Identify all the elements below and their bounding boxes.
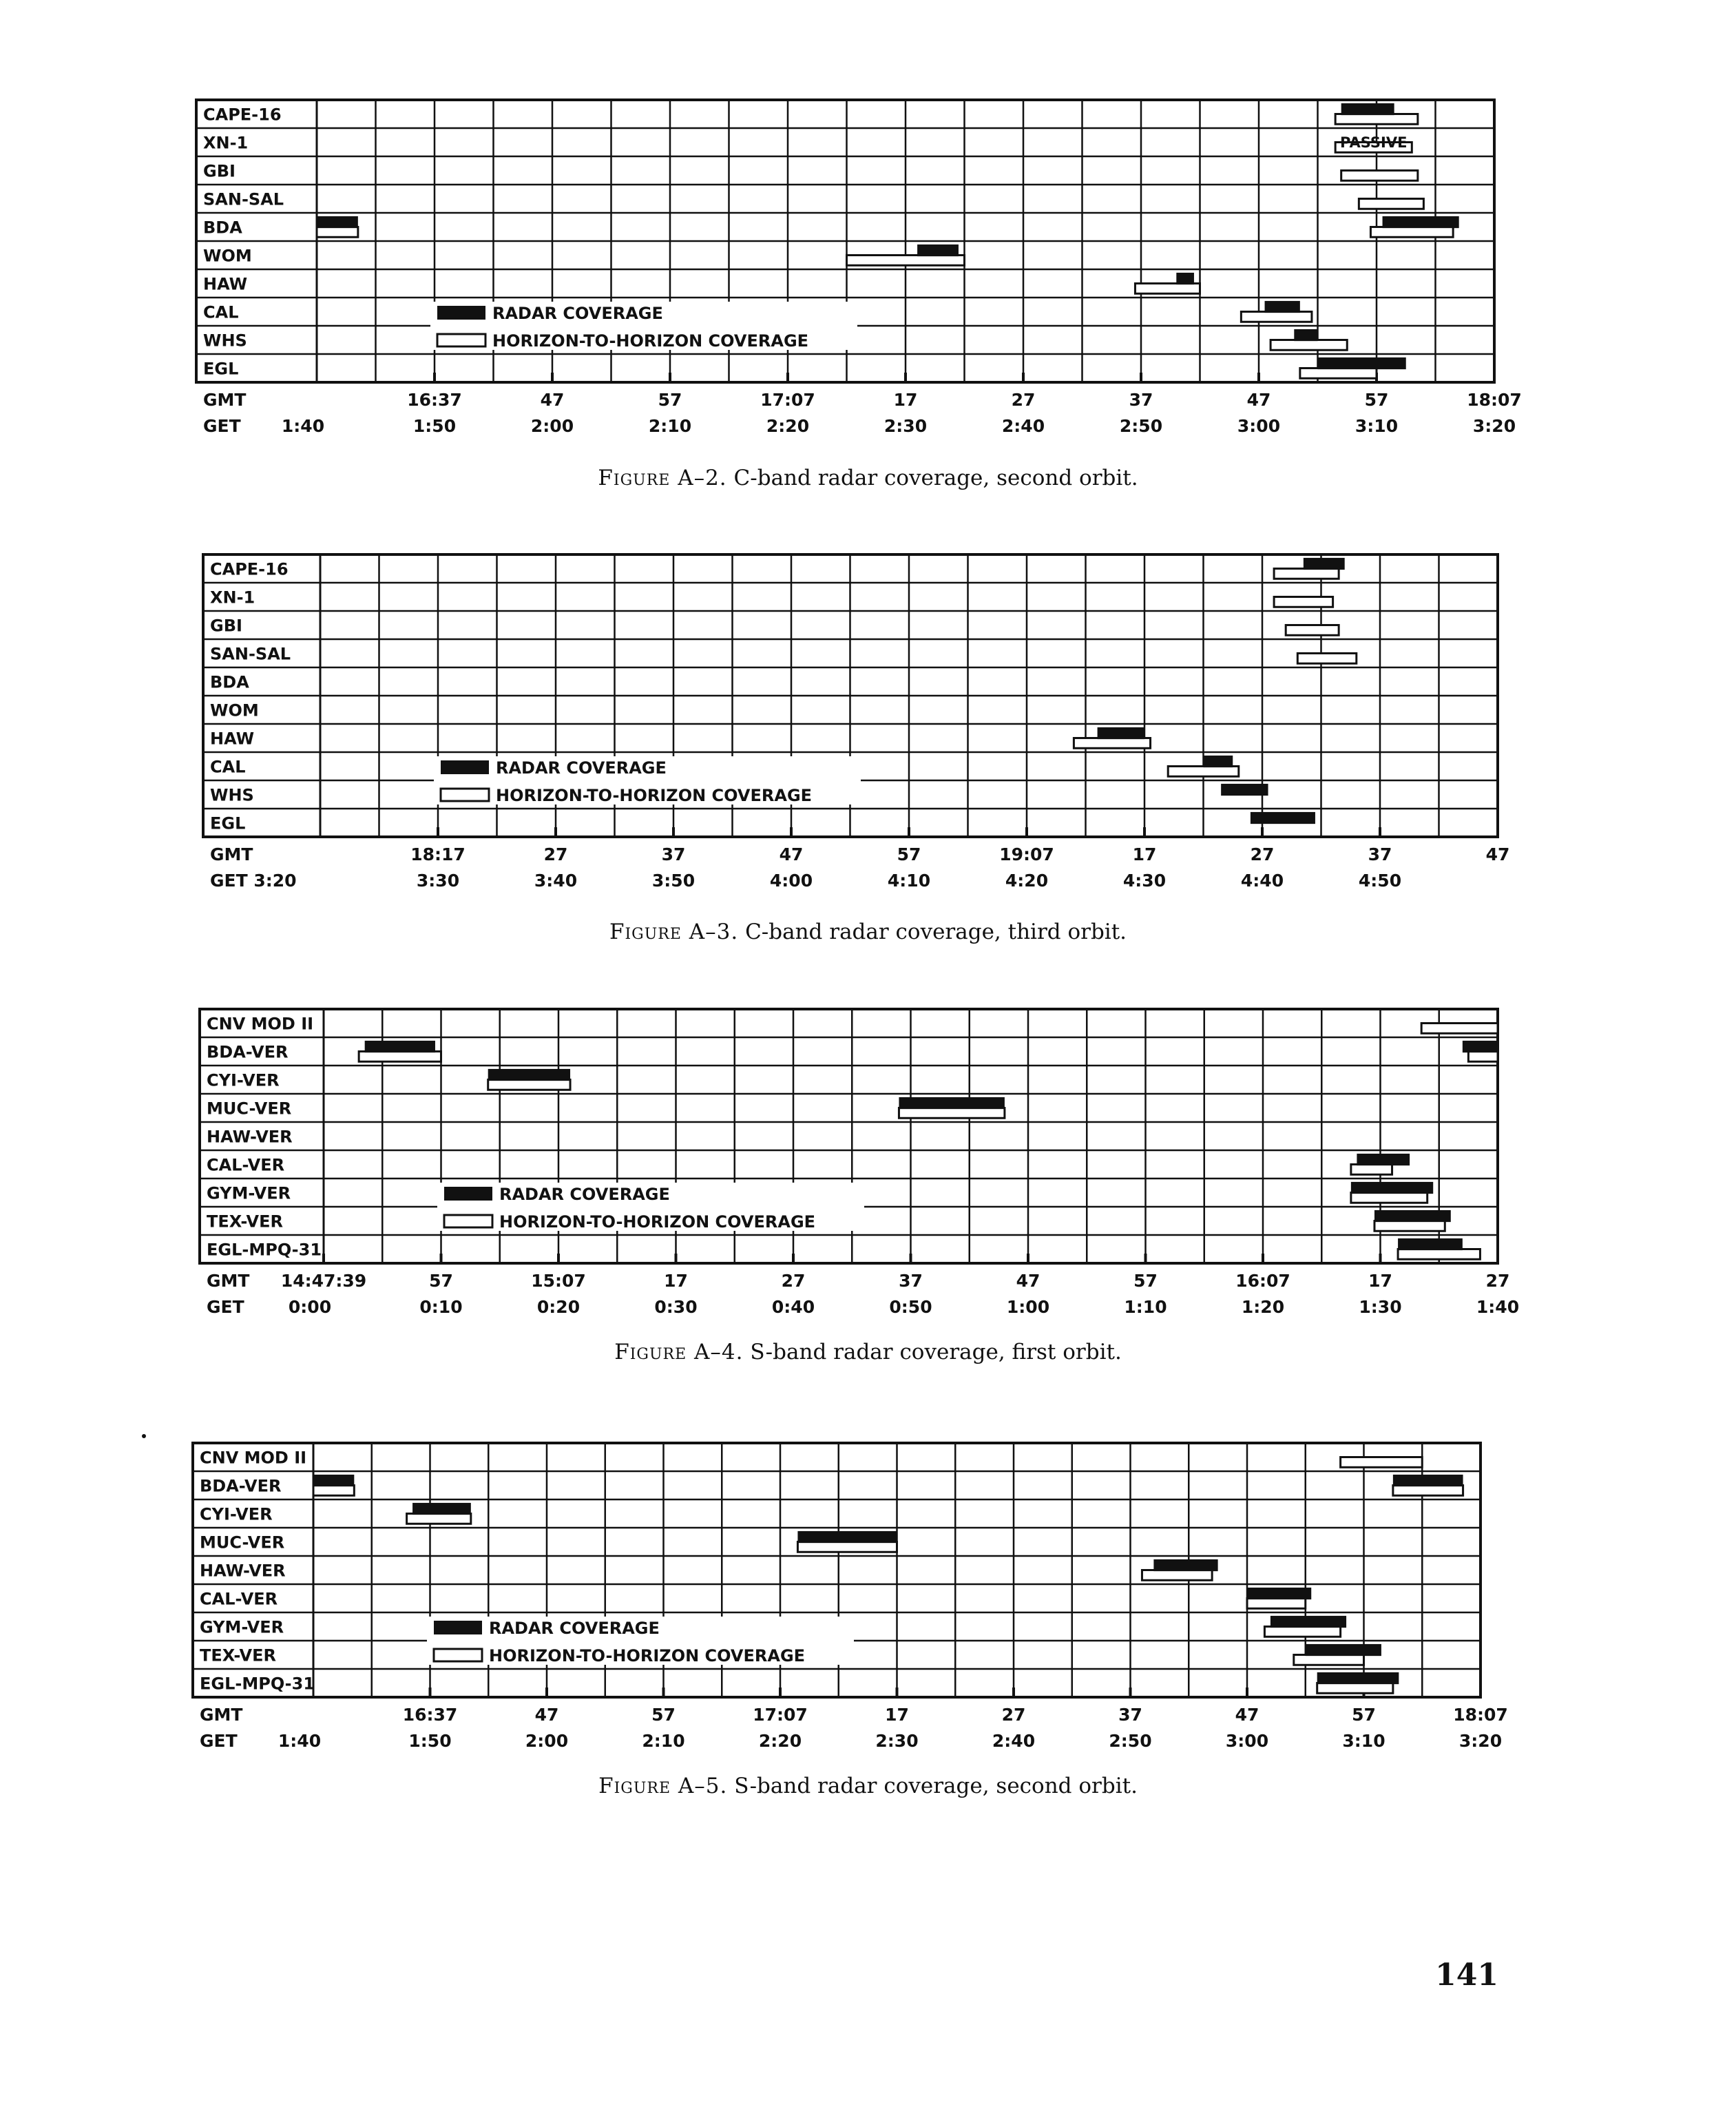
legend-horizon-label: HORIZON-TO-HORIZON COVERAGE bbox=[499, 1212, 816, 1232]
horizon-bar-bda-5 bbox=[1370, 227, 1453, 238]
get-tick-label: 1:30 bbox=[1359, 1297, 1402, 1317]
get-tick-label: 0:00 bbox=[288, 1297, 332, 1317]
horizon-bar-gbi-2 bbox=[1341, 171, 1418, 181]
chart-s-band-second-orbit bbox=[0, 1433, 1736, 1763]
get-tick-label: 4:50 bbox=[1358, 871, 1402, 891]
figure-a5-text: S-band radar coverage, second orbit. bbox=[734, 1774, 1138, 1798]
station-label-haw: HAW bbox=[210, 729, 255, 749]
get-tick-label: 1:00 bbox=[1006, 1297, 1050, 1317]
station-label-gym-ver: GYM-VER bbox=[207, 1183, 291, 1203]
legend-radar-label: RADAR COVERAGE bbox=[489, 1619, 660, 1638]
horizon-bar-cal-5 bbox=[1168, 767, 1239, 777]
gmt-tick-label: 37 bbox=[1368, 844, 1392, 864]
horizon-bar-bda-ver-1 bbox=[359, 1052, 441, 1062]
gmt-axis-label: GMT bbox=[203, 390, 247, 410]
gmt-tick-label: 57 bbox=[651, 1705, 676, 1725]
legend-horizon-swatch bbox=[437, 334, 485, 346]
radar-bar-whs-3 bbox=[1221, 784, 1268, 796]
radar-bar-bda-ver-1 bbox=[1463, 1041, 1498, 1052]
station-label-gbi: GBI bbox=[203, 161, 236, 181]
figure-a2-caption bbox=[0, 466, 1736, 490]
station-label-xn-1: XN-1 bbox=[210, 588, 255, 608]
station-label-haw-ver: HAW-VER bbox=[200, 1561, 286, 1581]
gmt-axis-label: GMT bbox=[210, 844, 253, 864]
get-tick-label: 4:10 bbox=[887, 871, 931, 891]
gmt-tick-label: 16:37 bbox=[407, 390, 462, 410]
gmt-tick-label: 37 bbox=[1118, 1705, 1142, 1725]
gmt-axis-label: GMT bbox=[207, 1271, 250, 1291]
get-tick-label: 0:10 bbox=[419, 1297, 463, 1317]
legend-horizon-swatch bbox=[444, 1215, 492, 1227]
radar-bar-egl-4 bbox=[1251, 812, 1315, 824]
horizon-bar-gym-ver-6 bbox=[1351, 1193, 1428, 1203]
figure-a5-caption bbox=[0, 1774, 1736, 1798]
horizon-bar-egl-mpq-31-9 bbox=[1317, 1683, 1393, 1694]
radar-bar-cal-5 bbox=[1265, 301, 1300, 313]
figure-a4-caption bbox=[0, 1340, 1736, 1364]
gmt-tick-label: 57 bbox=[658, 390, 682, 410]
get-tick-label: 1:50 bbox=[408, 1731, 452, 1751]
radar-bar-cape-16-0 bbox=[1304, 558, 1345, 570]
get-tick-label: 0:30 bbox=[654, 1297, 698, 1317]
horizon-bar-bda-ver-1 bbox=[313, 1486, 354, 1496]
radar-bar-haw-ver-4 bbox=[1153, 1559, 1217, 1571]
get-tick-label: 4:30 bbox=[1122, 871, 1167, 891]
horizon-bar-bda-ver-2 bbox=[1468, 1052, 1498, 1062]
gmt-tick-label: 37 bbox=[899, 1271, 923, 1291]
station-label-egl: EGL bbox=[210, 813, 246, 833]
get-tick-label: 0:20 bbox=[536, 1297, 581, 1317]
gmt-tick-label: 17 bbox=[893, 390, 918, 410]
station-label-wom: WOM bbox=[210, 700, 259, 720]
radar-bar-gym-ver-5 bbox=[1351, 1182, 1433, 1194]
get-tick-label: 3:20 bbox=[1472, 416, 1516, 436]
passive-annotation: PASSIVE bbox=[1340, 134, 1408, 151]
legend-radar-label: RADAR COVERAGE bbox=[496, 758, 667, 778]
station-label-cyi-ver: CYI-VER bbox=[207, 1070, 280, 1090]
figure-a4-text: S-band radar coverage, first orbit. bbox=[750, 1340, 1122, 1364]
station-label-cal-ver: CAL-VER bbox=[200, 1589, 278, 1609]
horizon-bar-cal-ver-5 bbox=[1351, 1165, 1392, 1175]
radar-bar-muc-ver-3 bbox=[797, 1531, 897, 1543]
gmt-tick-label: 27 bbox=[781, 1271, 806, 1291]
legend-horizon-swatch bbox=[441, 789, 489, 801]
horizon-bar-egl-mpq-31-8 bbox=[1398, 1249, 1480, 1260]
legend-radar-swatch bbox=[437, 306, 485, 320]
horizon-bar-egl-10 bbox=[1300, 368, 1377, 379]
gmt-tick-label: 17 bbox=[885, 1705, 909, 1725]
get-axis-label: GET 3:20 bbox=[210, 871, 297, 891]
station-label-san-sal: SAN-SAL bbox=[203, 189, 284, 209]
figure-a2-label: Figure A–2. bbox=[598, 466, 727, 490]
chart-s-band-first-orbit bbox=[0, 999, 1736, 1329]
get-tick-label: 4:20 bbox=[1005, 871, 1049, 891]
get-axis-label: GET bbox=[203, 416, 241, 436]
station-label-cape-16: CAPE-16 bbox=[203, 105, 282, 125]
get-tick-label: 0:40 bbox=[771, 1297, 815, 1317]
horizon-bar-haw-ver-5 bbox=[1142, 1570, 1212, 1581]
radar-bar-egl-7 bbox=[1318, 357, 1406, 369]
figure-a3-label: Figure A–3. bbox=[609, 920, 739, 944]
station-label-bda: BDA bbox=[203, 218, 242, 238]
station-label-cal: CAL bbox=[210, 757, 246, 777]
station-label-cal-ver: CAL-VER bbox=[207, 1155, 285, 1175]
station-label-gym-ver: GYM-VER bbox=[200, 1617, 284, 1637]
horizon-bar-cyi-ver-3 bbox=[488, 1080, 570, 1090]
legend-radar-label: RADAR COVERAGE bbox=[499, 1185, 670, 1204]
gmt-tick-label: 27 bbox=[1250, 844, 1275, 864]
get-tick-label: 2:20 bbox=[766, 416, 810, 436]
radar-bar-haw-4 bbox=[1176, 273, 1194, 284]
get-tick-label: 2:40 bbox=[1001, 416, 1045, 436]
radar-bar-cal-2 bbox=[1204, 756, 1233, 767]
horizon-bar-haw-7 bbox=[1135, 284, 1200, 294]
get-tick-label: 0:50 bbox=[889, 1297, 932, 1317]
gmt-tick-label: 57 bbox=[897, 844, 921, 864]
radar-bar-cyi-ver-2 bbox=[488, 1069, 570, 1081]
station-label-haw: HAW bbox=[203, 274, 248, 294]
station-label-egl-mpq-31: EGL-MPQ-31 bbox=[207, 1240, 322, 1260]
gmt-tick-label: 18:07 bbox=[1453, 1705, 1508, 1725]
gmt-tick-label: 47 bbox=[540, 390, 565, 410]
legend-radar-swatch bbox=[444, 1187, 492, 1201]
get-tick-label: 1:40 bbox=[281, 416, 325, 436]
gmt-tick-label: 27 bbox=[1001, 1705, 1026, 1725]
station-label-whs: WHS bbox=[203, 331, 247, 351]
horizon-bar-bda-4 bbox=[317, 227, 358, 238]
radar-bar-cal-ver-5 bbox=[1247, 1588, 1311, 1599]
gmt-tick-label: 17 bbox=[1368, 1271, 1392, 1291]
horizon-bar-cnv-mod-ii-0 bbox=[1341, 1457, 1423, 1468]
get-tick-label: 2:00 bbox=[530, 416, 574, 436]
station-label-egl: EGL bbox=[203, 359, 239, 379]
station-label-muc-ver: MUC-VER bbox=[200, 1533, 285, 1553]
horizon-bar-haw-4 bbox=[1074, 738, 1150, 749]
get-tick-label: 1:20 bbox=[1241, 1297, 1285, 1317]
radar-bar-bda-ver-0 bbox=[313, 1475, 354, 1486]
station-label-cape-16: CAPE-16 bbox=[210, 559, 289, 579]
gmt-tick-label: 16:07 bbox=[1235, 1271, 1290, 1291]
get-tick-label: 3:40 bbox=[534, 871, 578, 891]
station-label-san-sal: SAN-SAL bbox=[210, 644, 291, 664]
gmt-axis-label: GMT bbox=[200, 1705, 243, 1725]
legend-radar-label: RADAR COVERAGE bbox=[492, 304, 663, 323]
station-label-cnv-mod-ii: CNV MOD II bbox=[207, 1014, 314, 1034]
gmt-tick-label: 47 bbox=[1246, 390, 1271, 410]
gmt-tick-label: 27 bbox=[1011, 390, 1036, 410]
radar-bar-egl-mpq-31-8 bbox=[1317, 1672, 1399, 1684]
get-axis-label: GET bbox=[200, 1731, 238, 1751]
legend-horizon-label: HORIZON-TO-HORIZON COVERAGE bbox=[496, 786, 813, 805]
get-tick-label: 2:10 bbox=[642, 1731, 685, 1751]
figure-a4-label: Figure A–4. bbox=[614, 1340, 744, 1364]
horizon-bar-cal-8 bbox=[1241, 312, 1312, 322]
gmt-tick-label: 27 bbox=[1485, 1271, 1510, 1291]
horizon-bar-san-sal-3 bbox=[1359, 199, 1423, 209]
station-label-bda-ver: BDA-VER bbox=[200, 1476, 282, 1496]
chart-c-band-second-orbit bbox=[0, 90, 1736, 455]
legend-horizon-label: HORIZON-TO-HORIZON COVERAGE bbox=[492, 331, 809, 351]
gmt-tick-label: 18:17 bbox=[410, 844, 466, 864]
radar-bar-bda-2 bbox=[1383, 216, 1459, 228]
get-tick-label: 2:50 bbox=[1109, 1731, 1152, 1751]
gmt-tick-label: 18:07 bbox=[1467, 390, 1522, 410]
legend-radar-swatch bbox=[441, 760, 489, 774]
horizon-bar-whs-9 bbox=[1270, 340, 1347, 351]
station-label-xn-1: XN-1 bbox=[203, 133, 249, 153]
gmt-tick-label: 47 bbox=[779, 844, 804, 864]
get-tick-label: 3:20 bbox=[1458, 1731, 1503, 1751]
station-label-egl-mpq-31: EGL-MPQ-31 bbox=[200, 1674, 315, 1694]
gmt-tick-label: 14:47:39 bbox=[280, 1271, 367, 1291]
horizon-bar-wom-6 bbox=[847, 256, 965, 266]
figure-a3-caption bbox=[0, 920, 1736, 944]
get-tick-label: 1:40 bbox=[278, 1731, 322, 1751]
get-tick-label: 4:40 bbox=[1240, 871, 1284, 891]
station-label-tex-ver: TEX-VER bbox=[207, 1212, 283, 1232]
radar-bar-haw-1 bbox=[1098, 727, 1144, 739]
gmt-tick-label: 19:07 bbox=[999, 844, 1054, 864]
get-tick-label: 2:20 bbox=[758, 1731, 802, 1751]
gmt-tick-label: 47 bbox=[1016, 1271, 1040, 1291]
gmt-tick-label: 57 bbox=[1364, 390, 1389, 410]
gmt-tick-label: 47 bbox=[1235, 1705, 1259, 1725]
gmt-tick-label: 47 bbox=[534, 1705, 559, 1725]
horizon-bar-cnv-mod-ii-0 bbox=[1421, 1024, 1498, 1034]
gmt-tick-label: 57 bbox=[1352, 1705, 1376, 1725]
get-tick-label: 4:00 bbox=[769, 871, 813, 891]
gmt-tick-label: 17 bbox=[664, 1271, 688, 1291]
legend-horizon-swatch bbox=[434, 1649, 482, 1661]
station-label-muc-ver: MUC-VER bbox=[207, 1099, 292, 1119]
radar-bar-tex-ver-6 bbox=[1374, 1210, 1451, 1222]
get-tick-label: 1:40 bbox=[1476, 1297, 1520, 1317]
radar-bar-cal-ver-4 bbox=[1357, 1154, 1410, 1165]
get-tick-label: 3:10 bbox=[1355, 416, 1399, 436]
horizon-bar-gbi-2 bbox=[1286, 625, 1339, 636]
radar-bar-tex-ver-7 bbox=[1306, 1644, 1381, 1656]
get-tick-label: 2:10 bbox=[648, 416, 692, 436]
get-tick-label: 2:00 bbox=[525, 1731, 569, 1751]
radar-bar-whs-6 bbox=[1294, 329, 1317, 341]
station-label-whs: WHS bbox=[210, 785, 254, 805]
horizon-bar-tex-ver-8 bbox=[1294, 1655, 1364, 1665]
station-label-cyi-ver: CYI-VER bbox=[200, 1504, 273, 1524]
get-tick-label: 3:00 bbox=[1237, 416, 1281, 436]
horizon-bar-gym-ver-7 bbox=[1264, 1627, 1340, 1637]
horizon-bar-cyi-ver-3 bbox=[407, 1514, 471, 1524]
get-axis-label: GET bbox=[207, 1297, 244, 1317]
gmt-tick-label: 15:07 bbox=[531, 1271, 586, 1291]
horizon-bar-cape-16-0 bbox=[1335, 114, 1418, 125]
gmt-tick-label: 17:07 bbox=[753, 1705, 808, 1725]
gmt-tick-label: 17 bbox=[1132, 844, 1157, 864]
gmt-tick-label: 17:07 bbox=[760, 390, 815, 410]
horizon-bar-muc-ver-4 bbox=[797, 1542, 897, 1553]
radar-bar-cape-16-0 bbox=[1341, 103, 1394, 115]
get-tick-label: 1:50 bbox=[412, 416, 457, 436]
horizon-bar-xn-1-1 bbox=[1274, 597, 1333, 608]
station-label-haw-ver: HAW-VER bbox=[207, 1127, 293, 1147]
radar-bar-bda-1 bbox=[317, 216, 358, 228]
horizon-bar-cal-ver-6 bbox=[1247, 1599, 1306, 1609]
radar-bar-bda-ver-0 bbox=[365, 1041, 435, 1052]
radar-bar-muc-ver-3 bbox=[899, 1097, 1004, 1109]
get-tick-label: 3:50 bbox=[651, 871, 696, 891]
get-tick-label: 3:30 bbox=[416, 871, 460, 891]
get-tick-label: 3:00 bbox=[1225, 1731, 1269, 1751]
station-label-tex-ver: TEX-VER bbox=[200, 1645, 276, 1665]
figure-a2-text: C-band radar coverage, second orbit. bbox=[733, 466, 1138, 490]
station-label-gbi: GBI bbox=[210, 616, 242, 636]
radar-bar-gym-ver-6 bbox=[1270, 1616, 1346, 1628]
horizon-bar-tex-ver-7 bbox=[1374, 1221, 1445, 1232]
horizon-bar-san-sal-3 bbox=[1297, 654, 1357, 664]
page-number: 141 bbox=[1435, 1958, 1498, 1993]
gmt-tick-label: 37 bbox=[661, 844, 686, 864]
get-tick-label: 2:30 bbox=[883, 416, 928, 436]
radar-bar-cyi-ver-2 bbox=[412, 1503, 471, 1515]
horizon-bar-cape-16-0 bbox=[1274, 569, 1339, 579]
horizon-bar-muc-ver-4 bbox=[899, 1108, 1004, 1119]
station-label-bda-ver: BDA-VER bbox=[207, 1042, 289, 1062]
radar-bar-wom-3 bbox=[917, 245, 959, 256]
gmt-tick-label: 47 bbox=[1485, 844, 1510, 864]
radar-bar-bda-ver-1 bbox=[1393, 1475, 1463, 1486]
gmt-tick-label: 37 bbox=[1129, 390, 1153, 410]
legend-radar-swatch bbox=[434, 1621, 482, 1634]
station-label-bda: BDA bbox=[210, 672, 249, 692]
legend-horizon-label: HORIZON-TO-HORIZON COVERAGE bbox=[489, 1646, 806, 1665]
get-tick-label: 3:10 bbox=[1342, 1731, 1385, 1751]
gmt-tick-label: 57 bbox=[429, 1271, 453, 1291]
gmt-tick-label: 57 bbox=[1133, 1271, 1158, 1291]
chart-c-band-third-orbit bbox=[0, 544, 1736, 909]
figure-a5-label: Figure A–5. bbox=[598, 1774, 728, 1798]
get-tick-label: 2:50 bbox=[1119, 416, 1163, 436]
get-tick-label: 2:40 bbox=[992, 1731, 1036, 1751]
figure-a3-text: C-band radar coverage, third orbit. bbox=[745, 920, 1127, 944]
get-tick-label: 2:30 bbox=[875, 1731, 919, 1751]
horizon-bar-bda-ver-2 bbox=[1393, 1486, 1463, 1496]
radar-bar-egl-mpq-31-7 bbox=[1398, 1238, 1463, 1250]
get-tick-label: 1:10 bbox=[1124, 1297, 1167, 1317]
gmt-tick-label: 16:37 bbox=[402, 1705, 458, 1725]
station-label-cal: CAL bbox=[203, 302, 239, 322]
station-label-cnv-mod-ii: CNV MOD II bbox=[200, 1448, 307, 1468]
station-label-wom: WOM bbox=[203, 246, 252, 266]
gmt-tick-label: 27 bbox=[543, 844, 568, 864]
